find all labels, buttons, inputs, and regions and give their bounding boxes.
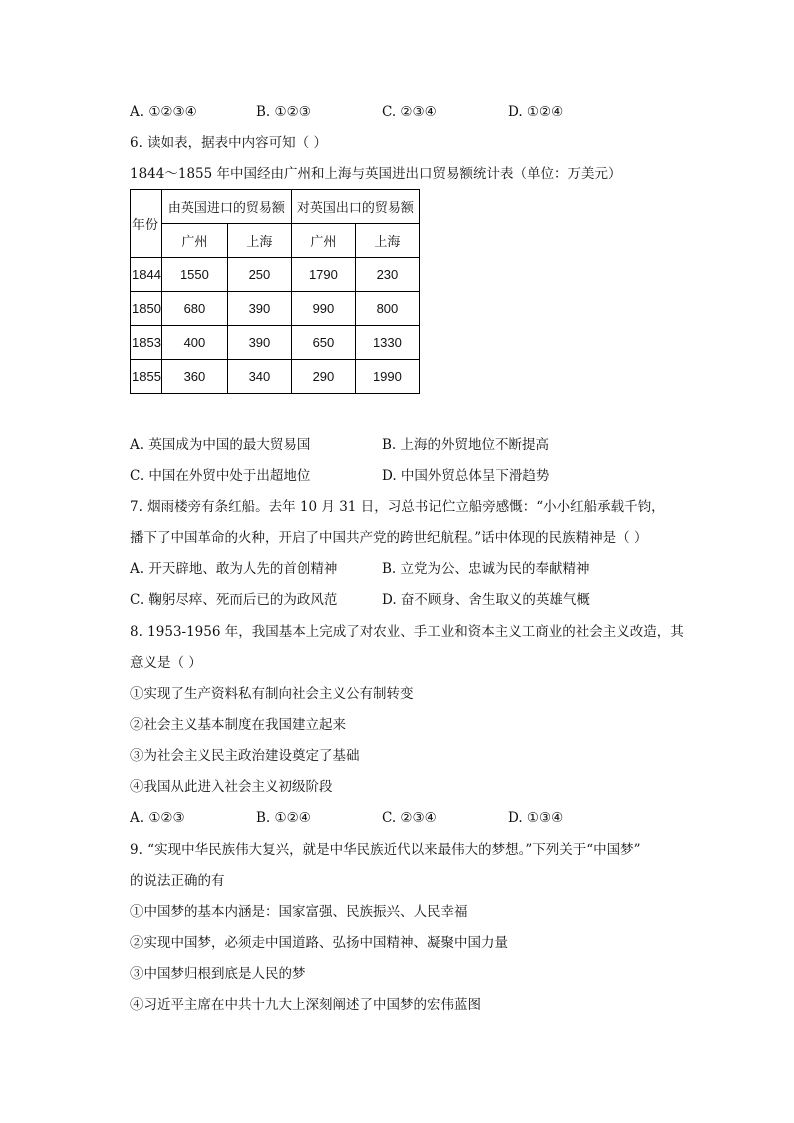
table-cell: 250 [227, 258, 291, 292]
q9-stem-line2: 的说法正确的有 [130, 873, 225, 889]
q8-option-d: D. ①③④ [508, 810, 564, 826]
q7-option-a: A. 开天辟地、敢为人先的首创精神 [130, 561, 338, 577]
table-cell: 390 [227, 292, 291, 326]
q9-stem-line1: 9. “实现中华民族伟大复兴，就是中华民族近代以来最伟大的梦想。”下列关于“中国梦” [130, 842, 641, 858]
table-subheader: 上海 [355, 224, 419, 258]
table-row [131, 360, 420, 394]
q6-option-a: A. 英国成为中国的最大贸易国 [130, 437, 311, 453]
table-cell: 800 [355, 292, 419, 326]
trade-table [130, 189, 420, 394]
table-subheader: 广州 [291, 224, 355, 258]
q6-table-caption: 1844～1855 年中国经由广州和上海与英国进出口贸易额统计表（单位：万美元） [130, 166, 622, 182]
table-cell: 290 [291, 360, 355, 394]
q8-stem-line2: 意义是（ ） [130, 655, 202, 671]
q5-option-c: C. ②③④ [382, 104, 437, 120]
table-cell: 1330 [355, 326, 419, 360]
q8-item-2: ②社会主义基本制度在我国建立起来 [130, 717, 346, 733]
table-cell: 1550 [161, 258, 227, 292]
table-cell-year: 1850 [131, 292, 162, 326]
table-cell-year: 1855 [131, 360, 162, 394]
table-cell: 400 [161, 326, 227, 360]
q8-item-1: ①实现了生产资料私有制向社会主义公有制转变 [130, 686, 414, 702]
q8-item-4: ④我国从此进入社会主义初级阶段 [130, 779, 333, 795]
q8-option-a: A. ①②③ [130, 810, 185, 826]
table-cell: 990 [291, 292, 355, 326]
table-cell: 650 [291, 326, 355, 360]
q9-item-1: ①中国梦的基本内涵是：国家富强、民族振兴、人民幸福 [130, 904, 468, 920]
table-cell: 340 [227, 360, 291, 394]
table-row [131, 292, 420, 326]
q8-option-b: B. ①②④ [256, 810, 311, 826]
table-subheader: 上海 [227, 224, 291, 258]
table-cell-year: 1853 [131, 326, 162, 360]
q6-option-b: B. 上海的外贸地位不断提高 [382, 437, 550, 453]
q5-option-a: A. ①②③④ [130, 104, 197, 120]
table-cell: 390 [227, 326, 291, 360]
q5-option-d: D. ①②④ [508, 104, 564, 120]
q8-stem-line1: 8. 1953-1956 年，我国基本上完成了对农业、手工业和资本主义工商业的社会主义改造，其 [130, 624, 684, 640]
q9-item-3: ③中国梦归根到底是人民的梦 [130, 966, 306, 982]
table-row [131, 258, 420, 292]
table-header-year: 年份 [131, 190, 162, 258]
q7-option-b: B. 立党为公、忠诚为民的奉献精神 [382, 561, 590, 577]
q6-option-d: D. 中国外贸总体呈下滑趋势 [382, 468, 550, 484]
q6-stem: 6. 读如表，据表中内容可知（ ） [130, 135, 327, 151]
table-header-import: 由英国进口的贸易额 [161, 190, 291, 224]
table-cell-year: 1844 [131, 258, 162, 292]
q8-option-c: C. ②③④ [382, 810, 437, 826]
table-cell: 230 [355, 258, 419, 292]
q7-option-d: D. 奋不顾身、舍生取义的英雄气概 [382, 592, 590, 608]
q7-stem-line1: 7. 烟雨楼旁有条红船。去年 10 月 31 日，习总书记伫立船旁感慨：“小小红船承载千钧， [130, 499, 665, 515]
q6-option-c: C. 中国在外贸中处于出超地位 [130, 468, 311, 484]
table-cell: 360 [161, 360, 227, 394]
q8-item-3: ③为社会主义民主政治建设奠定了基础 [130, 748, 360, 764]
q7-option-c: C. 鞠躬尽瘁、死而后已的为政风范 [130, 592, 338, 608]
table-header-export: 对英国出口的贸易额 [291, 190, 419, 224]
table-row [131, 326, 420, 360]
q9-item-2: ②实现中国梦，必须走中国道路、弘扬中国精神、凝聚中国力量 [130, 935, 508, 951]
table-cell: 1990 [355, 360, 419, 394]
q5-option-b: B. ①②③ [256, 104, 311, 120]
table-cell: 680 [161, 292, 227, 326]
table-cell: 1790 [291, 258, 355, 292]
q7-stem-line2: 播下了中国革命的火种，开启了中国共产党的跨世纪航程。”话中体现的民族精神是（ ） [130, 530, 648, 546]
table-subheader: 广州 [161, 224, 227, 258]
q9-item-4: ④习近平主席在中共十九大上深刻阐述了中国梦的宏伟蓝图 [130, 997, 481, 1013]
